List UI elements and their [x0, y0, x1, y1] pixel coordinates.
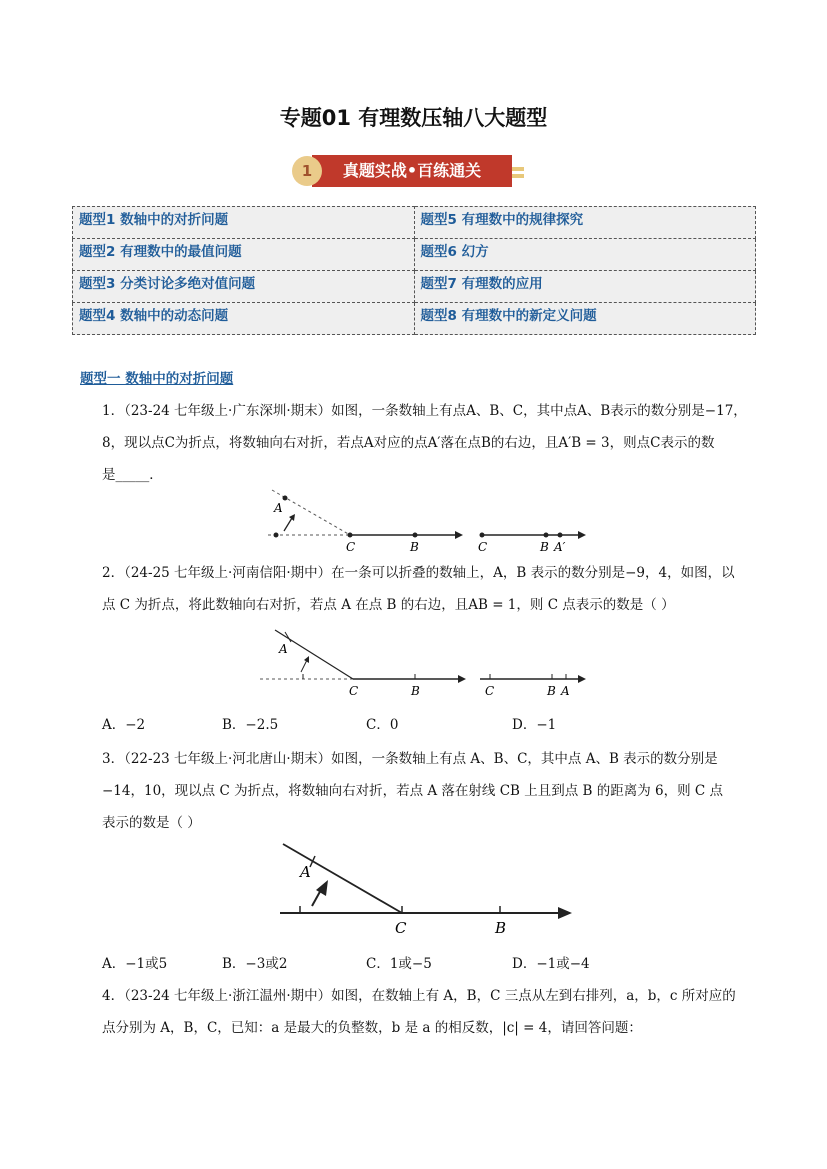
label-c: C [346, 540, 356, 554]
label-a: A [274, 501, 283, 515]
page-title: 专题01 有理数压轴八大题型 [279, 106, 548, 130]
topic-table [72, 206, 756, 335]
label-b: B [410, 540, 419, 554]
label-b: B [411, 684, 420, 698]
label-c: C [395, 919, 407, 937]
toc-item[interactable]: 题型4 数轴中的动态问题 [73, 303, 415, 335]
q3-figure [270, 838, 580, 938]
q3-line: −14，10，现以点 C 为折点，将数轴向右对折，若点 A 落在射线 CB 上且到点 B 的距离为 6，则 C 点 [102, 783, 724, 799]
q2-option-d[interactable]: D．−1 [512, 717, 557, 733]
banner-label: 真题实战•百练通关 [312, 155, 512, 187]
label-c: C [349, 684, 359, 698]
label-a2: A [561, 684, 570, 698]
toc-item[interactable]: 题型8 有理数中的新定义问题 [414, 303, 756, 335]
q4-line: 4．（23-24 七年级上·浙江温州·期中）如图，在数轴上有 A，B，C 三点从左到右排列，a，b，c 所对应的 [102, 988, 736, 1004]
q3-option-a[interactable]: A．−1或5 [102, 956, 168, 972]
label-b2: B [547, 684, 556, 698]
q2-line: 2．（24-25 七年级上·河南信阳·期中）在一条可以折叠的数轴上，A，B 表示的数分别是−9，4，如图，以 [102, 565, 735, 581]
toc-item[interactable]: 题型7 有理数的应用 [414, 271, 756, 303]
q2-option-a[interactable]: A．−2 [102, 717, 146, 733]
section-heading[interactable]: 题型一 数轴中的对折问题 [80, 371, 234, 387]
q3-line: 表示的数是（ ） [102, 815, 201, 831]
label-a-prime: A′ [554, 540, 566, 554]
toc-item[interactable]: 题型3 分类讨论多绝对值问题 [73, 271, 415, 303]
label-a: A [300, 863, 311, 881]
q1-line: 8，现以点C为折点，将数轴向右对折，若点A对应的点A′落在点B的右边，且A′B = 3，则点C表示的数 [102, 435, 715, 451]
q2-option-b[interactable]: B．−2.5 [222, 717, 279, 733]
label-c2: C [478, 540, 488, 554]
banner-decoration [512, 167, 524, 171]
q4-line: 点分别为 A，B，C，已知：a 是最大的负整数，b 是 a 的相反数，|c| = 4，请回答问题： [102, 1020, 642, 1036]
label-c2: C [485, 684, 495, 698]
label-b: B [495, 919, 507, 937]
toc-item[interactable]: 题型2 有理数中的最值问题 [73, 239, 415, 271]
q1-figure [250, 488, 600, 556]
q3-option-b[interactable]: B．−3或2 [222, 956, 288, 972]
q2-option-c[interactable]: C．0 [366, 717, 399, 733]
q2-figure [255, 628, 595, 700]
label-b2: B [540, 540, 549, 554]
toc-item[interactable]: 题型5 有理数中的规律探究 [414, 207, 756, 239]
q3-option-c[interactable]: C．1或−5 [366, 956, 432, 972]
q3-option-d[interactable]: D．−1或−4 [512, 956, 590, 972]
toc-item[interactable]: 题型6 幻方 [414, 239, 756, 271]
label-a: A [279, 642, 288, 656]
q3-line: 3．（22-23 七年级上·河北唐山·期末）如图，一条数轴上有点 A、B、C，其中点 A、B 表示的数分别是 [102, 751, 718, 767]
q1-line: 1．（23-24 七年级上·广东深圳·期末）如图，一条数轴上有点A、B、C，其中点A、B表示的数分别是−17， [102, 403, 747, 419]
banner-number: 1 [292, 156, 322, 186]
q2-line: 点 C 为折点，将此数轴向右对折，若点 A 在点 B 的右边，且AB = 1，则 C 点表示的数是（ ） [102, 597, 675, 613]
q1-line: 是_____． [102, 467, 163, 483]
section-banner [290, 153, 535, 191]
toc-item[interactable]: 题型1 数轴中的对折问题 [73, 207, 415, 239]
